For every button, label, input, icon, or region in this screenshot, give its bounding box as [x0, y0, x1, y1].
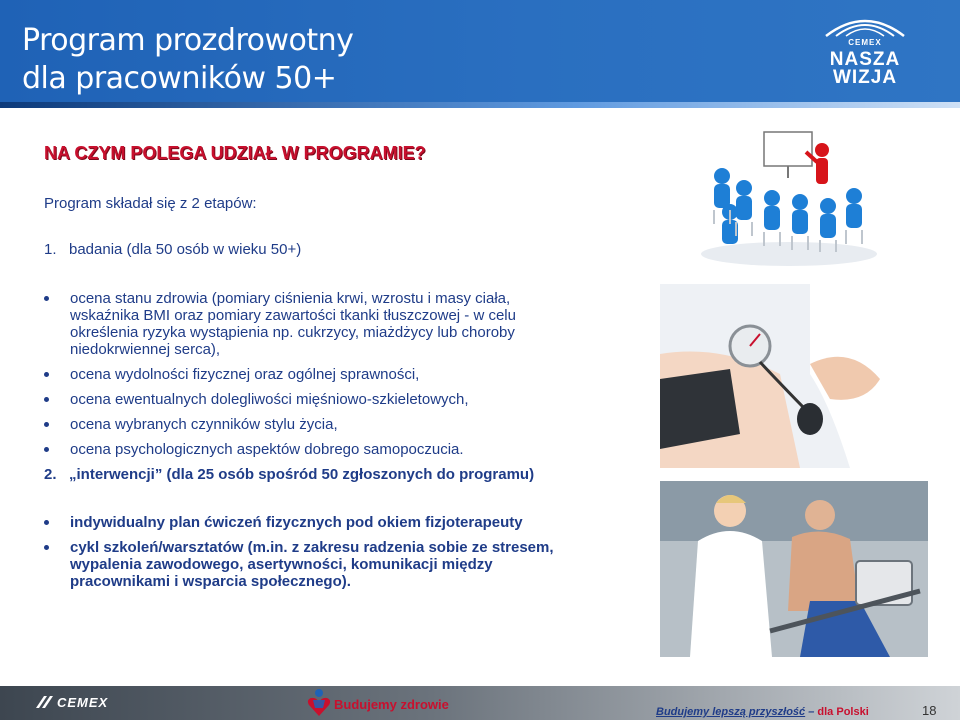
- header-accent-bar: [0, 102, 960, 108]
- footer-slogan-dash: –: [805, 706, 818, 718]
- bullet-icon: [44, 545, 49, 550]
- stage-1-heading: [44, 241, 301, 258]
- list-item-line: cykl szkoleń/warsztatów (m.in. z zakresu radzenia sobie ze stresem,: [70, 539, 554, 556]
- page-number: 18: [922, 703, 937, 718]
- list-item-line: pracownikami i wsparcia społecznego).: [70, 573, 351, 590]
- list-item-text: ocena psychologicznych aspektów dobrego samopoczucia.: [70, 441, 464, 458]
- intro-text: Program składał się z 2 etapów:: [44, 195, 257, 212]
- logo-word-1: NASZA: [829, 49, 901, 70]
- nasza-wizja-logo: [810, 12, 920, 90]
- list-item: [44, 290, 604, 358]
- list-item-line: wypalenia zawodowego, asertywności, komunikacji między: [70, 556, 493, 573]
- cemex-stripes-icon: [36, 696, 54, 711]
- stage-2-label: „interwencji” (dla 25 osób spośród 50 zgłoszonych do programu): [69, 466, 535, 483]
- logo-brand: CEMEX: [848, 38, 882, 47]
- cemex-logo-arcs-icon: [820, 12, 910, 38]
- list-item: [44, 416, 604, 433]
- slide-title: [22, 22, 353, 98]
- stage-1-label: badania (dla 50 osób w wieku 50+): [69, 241, 302, 258]
- slide-header: [0, 0, 960, 102]
- heart-figure-icon: [306, 688, 332, 718]
- list-item: [44, 366, 604, 383]
- bullet-icon: [44, 422, 49, 427]
- bullet-icon: [44, 520, 49, 525]
- stage-1-list: [44, 290, 604, 458]
- list-item-text: ocena ewentualnych dolegliwości mięśniowo-szkieletowych,: [70, 391, 469, 408]
- bullet-icon: [44, 447, 49, 452]
- treadmill-test-photo-icon: [660, 481, 928, 657]
- list-item: [44, 539, 604, 590]
- blood-pressure-photo-icon: [660, 284, 928, 468]
- list-item-line: niedokrwiennej serca),: [70, 341, 221, 358]
- bullet-icon: [44, 397, 49, 402]
- list-item-line: określenia ryzyka wystąpienia np. cukrzycy, miażdżycy lub choroby: [70, 324, 515, 341]
- list-item: [44, 391, 604, 408]
- title-line-1: Program prozdrowotny: [22, 23, 354, 58]
- title-line-2: dla pracowników 50+: [22, 61, 337, 96]
- bullet-icon: [44, 296, 49, 301]
- stage-2-heading: [44, 466, 534, 483]
- presentation-figures-illustration-icon: [694, 126, 884, 271]
- bullet-icon: [44, 372, 49, 377]
- footer-slogan-main: Budujemy lepszą przyszłość: [656, 706, 806, 718]
- list-item-text: ocena wybranych czynników stylu życia,: [70, 416, 338, 433]
- footer-health-text: Budujemy zdrowie: [334, 697, 449, 712]
- list-item-line: ocena stanu zdrowia (pomiary ciśnienia krwi, wzrostu i masy ciała,: [70, 290, 511, 307]
- footer-cemex-text: CEMEX: [57, 695, 109, 710]
- footer-slogan-country: dla Polski: [817, 706, 869, 718]
- list-item: [44, 514, 604, 530]
- list-item-line: wskaźnika BMI oraz pomiary zawartości tkanki tłuszczowej - w celu: [70, 307, 516, 324]
- list-item-text: ocena wydolności fizycznej oraz ogólnej sprawności,: [70, 366, 420, 383]
- stage-2-list: [44, 514, 604, 590]
- section-heading: NA CZYM POLEGA UDZIAŁ W PROGRAMIE?: [44, 143, 426, 163]
- stage-2-number: 2.: [44, 466, 57, 483]
- footer-cemex-logo: [36, 695, 108, 711]
- list-item: [44, 441, 604, 458]
- footer-slogan: [656, 706, 869, 718]
- logo-word-2: WIZJA: [832, 67, 898, 88]
- list-item-text: indywidualny plan ćwiczeń fizycznych pod okiem fizjoterapeuty: [70, 514, 523, 531]
- stage-1-number: 1.: [44, 241, 57, 258]
